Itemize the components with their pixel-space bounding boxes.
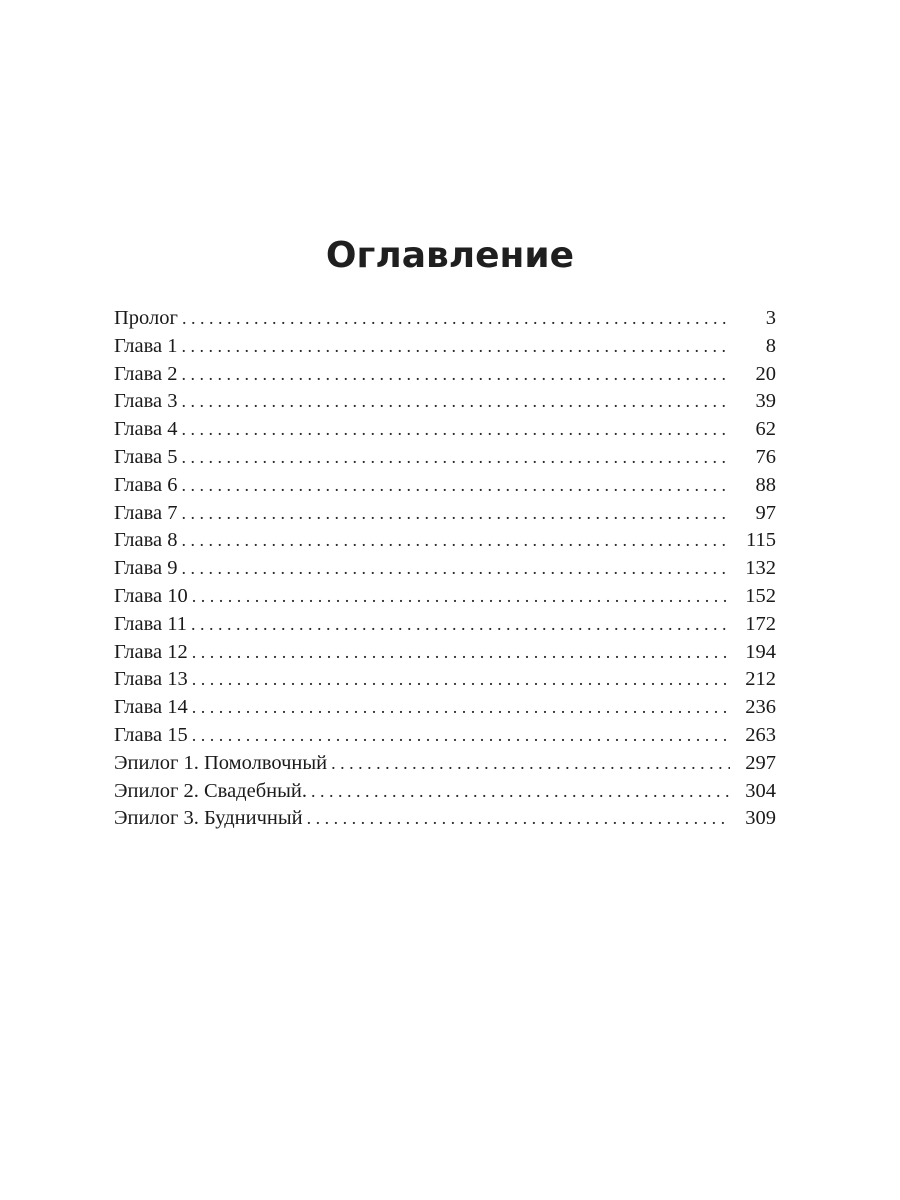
- toc-entry: [114, 527, 776, 555]
- toc-entry-page-number: 8: [765, 334, 776, 357]
- toc-entry-page-number: 194: [745, 640, 776, 663]
- table-of-contents: [114, 305, 776, 833]
- toc-entry-page-number: 236: [745, 696, 776, 719]
- dot-leader: [182, 361, 730, 389]
- toc-entry-label: Эпилог 2. Свадебный.: [114, 779, 307, 802]
- dot-leader: [182, 555, 730, 583]
- toc-entry: [114, 722, 776, 750]
- dot-leader: [192, 583, 730, 611]
- toc-entry-label: Глава 8: [114, 529, 178, 552]
- toc-entry: [114, 388, 776, 416]
- dot-leader: [182, 500, 730, 528]
- toc-entry-page-number: 62: [755, 418, 776, 441]
- toc-entry-label: Глава 4: [114, 418, 178, 441]
- dot-leader: [192, 694, 730, 722]
- toc-entry-page-number: 20: [755, 362, 776, 385]
- toc-entry-label: Глава 6: [114, 473, 178, 496]
- toc-entry-label: Глава 7: [114, 501, 178, 524]
- toc-entry: [114, 750, 776, 778]
- toc-entry-page-number: 309: [745, 807, 776, 830]
- toc-entry: [114, 583, 776, 611]
- toc-entry-label: Эпилог 1. Помолвочный: [114, 751, 328, 774]
- toc-entry-page-number: 115: [746, 529, 776, 552]
- toc-entry: [114, 778, 776, 806]
- toc-entry-label: Глава 13: [114, 668, 188, 691]
- toc-entry-label: Глава 11: [114, 612, 188, 635]
- toc-entry-page-number: 212: [745, 668, 776, 691]
- toc-entry-page-number: 88: [755, 473, 776, 496]
- toc-entry-label: Пролог: [114, 307, 178, 329]
- toc-entry-label: Глава 2: [114, 362, 178, 385]
- toc-entry-page-number: 263: [745, 723, 776, 746]
- toc-entry: [114, 416, 776, 444]
- toc-entry-page-number: 39: [755, 390, 776, 413]
- toc-entry-page-number: 132: [745, 557, 776, 580]
- toc-entry-page-number: 152: [745, 584, 776, 607]
- dot-leader: [311, 778, 730, 806]
- toc-entry-label: Глава 5: [114, 445, 178, 468]
- toc-entry: [114, 361, 776, 389]
- toc-entry-label: Глава 9: [114, 557, 178, 580]
- toc-entry: [114, 639, 776, 667]
- toc-entry-page-number: 304: [745, 779, 776, 802]
- toc-entry-page-number: 297: [745, 751, 776, 774]
- page-title: Оглавление: [325, 235, 575, 276]
- toc-entry: [114, 305, 776, 333]
- dot-leader: [182, 333, 730, 361]
- toc-entry: [114, 444, 776, 472]
- toc-entry: [114, 472, 776, 500]
- toc-entry-label: Глава 12: [114, 640, 188, 663]
- dot-leader: [182, 527, 730, 555]
- dot-leader: [182, 305, 730, 333]
- toc-entry-page-number: 76: [755, 445, 776, 468]
- dot-leader: [307, 805, 730, 833]
- dot-leader: [182, 388, 730, 416]
- dot-leader: [331, 750, 730, 778]
- dot-leader: [191, 611, 730, 639]
- toc-entry-label: Глава 15: [114, 723, 188, 746]
- toc-entry: [114, 694, 776, 722]
- toc-entry-label: Эпилог 3. Будничный: [114, 807, 303, 830]
- dot-leader: [182, 444, 730, 472]
- toc-entry-label: Глава 1: [114, 334, 178, 357]
- toc-entry-page-number: 97: [755, 501, 776, 524]
- toc-entry: [114, 500, 776, 528]
- dot-leader: [182, 416, 730, 444]
- dot-leader: [192, 639, 730, 667]
- toc-entry: [114, 555, 776, 583]
- toc-entry-label: Глава 14: [114, 696, 188, 719]
- toc-entry-page-number: 3: [765, 307, 776, 329]
- toc-entry: [114, 611, 776, 639]
- toc-entry: [114, 333, 776, 361]
- toc-entry: [114, 805, 776, 833]
- toc-entry-label: Глава 10: [114, 584, 188, 607]
- toc-entry: [114, 666, 776, 694]
- dot-leader: [192, 722, 730, 750]
- dot-leader: [182, 472, 730, 500]
- toc-entry-page-number: 172: [745, 612, 776, 635]
- dot-leader: [192, 666, 730, 694]
- toc-entry-label: Глава 3: [114, 390, 178, 413]
